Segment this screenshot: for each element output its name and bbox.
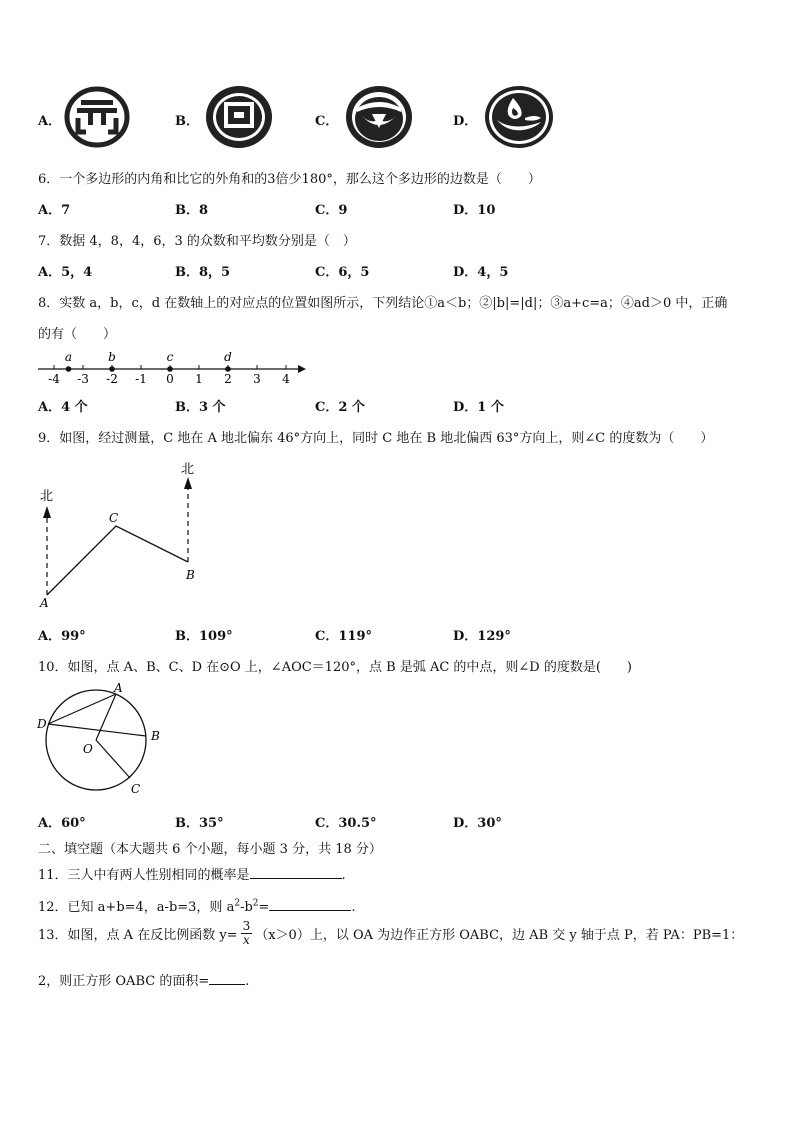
q10-option-d: D．30° xyxy=(453,816,502,831)
q5-option-d-letter: D． xyxy=(453,114,478,129)
q8-number-line xyxy=(36,343,308,385)
q12-end: . xyxy=(351,900,356,915)
q12-text-b: -b xyxy=(240,900,253,915)
q9-option-b: B．109° xyxy=(175,629,233,644)
q8-option-a: A．4 个 xyxy=(38,400,88,415)
north-label-2: 北 xyxy=(181,462,195,477)
radius-oc xyxy=(96,740,130,778)
point-d-label: D xyxy=(37,717,47,731)
chord-da xyxy=(48,694,116,724)
q8-option-d: D．1 个 xyxy=(453,400,504,415)
number-line-arrow-icon xyxy=(298,365,306,373)
point-b-label: B xyxy=(151,729,160,743)
q12-sup-1: 2 xyxy=(234,898,241,909)
q11 xyxy=(38,864,346,883)
q5-option-b-letter: B． xyxy=(175,114,199,129)
q13-line2 xyxy=(38,970,249,989)
q12 xyxy=(38,896,356,915)
q13-fraction xyxy=(241,920,253,947)
point-c-label: C xyxy=(109,511,119,525)
q8-stem-line2: 的有（ ） xyxy=(38,327,117,342)
q12-sup-2: 2 xyxy=(252,898,259,909)
q11-end: . xyxy=(341,868,346,883)
number-line-tick-label: 4 xyxy=(282,372,290,385)
q7-stem: 7．数据 4，8，4，6，3 的众数和平均数分别是（ ） xyxy=(38,234,356,249)
q5-option-a-letter: A． xyxy=(38,114,62,129)
q6-option-c: C．9 xyxy=(315,203,348,218)
q9-figure xyxy=(36,458,216,613)
north-arrow-a-icon xyxy=(43,506,51,518)
number-line-point-a xyxy=(66,366,72,372)
q7-option-a: A．5，4 xyxy=(38,265,93,280)
number-line-point-b xyxy=(109,366,115,372)
number-line-tick-label: 3 xyxy=(253,372,261,385)
q13-frac-num: 3 xyxy=(242,919,251,933)
q9-stem: 9．如图，经过测量，C 地在 A 地北偏东 46°方向上，同时 C 地在 B 地北偏西 63°方向上，则∠C 的度数为（ ） xyxy=(38,431,714,446)
number-line-point-label-c: c xyxy=(166,350,174,364)
number-line-tick-label: -2 xyxy=(106,372,118,385)
q12-text-a: 12．已知 a+b=4，a-b=3，则 a xyxy=(38,900,235,915)
number-line-tick-label: -3 xyxy=(77,372,89,385)
q12-text-c: = xyxy=(258,900,270,915)
q11-answer-blank[interactable] xyxy=(250,866,342,879)
q6-option-a: A．7 xyxy=(38,203,71,218)
q10-stem: 10．如图，点 A、B、C、D 在⊙O 上，∠AOC＝120°，点 B 是弧 AC 的中点，则∠D 的度数是( ) xyxy=(38,660,633,675)
q13-answer-blank[interactable] xyxy=(209,972,245,985)
number-line-point-d xyxy=(225,366,231,372)
q13-text-c: 2，则正方形 OABC 的面积= xyxy=(38,974,210,989)
q5-logo-b xyxy=(204,84,274,150)
north-label-1: 北 xyxy=(40,489,54,504)
point-a-label: A xyxy=(114,681,123,695)
number-line-point-label-d: d xyxy=(224,350,232,364)
number-line-tick-label: 0 xyxy=(166,372,174,385)
number-line-tick-label: -1 xyxy=(135,372,147,385)
q7-option-b: B．8，5 xyxy=(175,265,231,280)
q8-stem-line1: 8．实数 a，b，c，d 在数轴上的对应点的位置如图所示，下列结论①a＜b；②|b|=|d|；③a+c=a；④ad＞0 中，正确 xyxy=(38,296,728,311)
q8-option-b: B．3 个 xyxy=(175,400,226,415)
north-arrow-b-icon xyxy=(184,477,192,489)
q6-option-d: D．10 xyxy=(453,203,496,218)
q6-option-b: B．8 xyxy=(175,203,209,218)
section2-title: 二、填空题（本大题共 6 个小题，每小题 3 分，共 18 分） xyxy=(38,842,382,857)
q10-figure xyxy=(34,680,174,800)
q9-option-c: C．119° xyxy=(315,629,372,644)
q9-option-d: D．129° xyxy=(453,629,511,644)
q12-answer-blank[interactable] xyxy=(269,898,351,911)
q10-option-a: A．60° xyxy=(38,816,86,831)
number-line-point-label-b: b xyxy=(108,350,116,364)
number-line-tick-label: 2 xyxy=(224,372,232,385)
number-line-point-c xyxy=(167,366,173,372)
number-line-tick-label: -4 xyxy=(48,372,60,385)
chord-db xyxy=(48,724,146,736)
q6-stem: 6．一个多边形的内角和比它的外角和的3倍少180°，那么这个多边形的边数是（ ） xyxy=(38,172,541,187)
q13-text-a: 13．如图，点 A 在反比例函数 y= xyxy=(38,928,238,943)
path-acb xyxy=(47,526,188,595)
number-line-tick-label: 1 xyxy=(195,372,203,385)
q11-text: 11．三人中有两人性别相同的概率是 xyxy=(38,868,250,883)
q7-option-d: D．4，5 xyxy=(453,265,509,280)
q5-logo-a xyxy=(64,86,130,148)
q8-option-c: C．2 个 xyxy=(315,400,365,415)
point-o-label: O xyxy=(83,742,93,756)
q7-option-c: C．6，5 xyxy=(315,265,370,280)
q9-option-a: A．99° xyxy=(38,629,86,644)
q10-option-b: B．35° xyxy=(175,816,224,831)
point-c-label: C xyxy=(131,782,141,796)
point-b-label: B xyxy=(186,568,195,582)
q13-line1 xyxy=(38,920,743,947)
q5-logo-d xyxy=(483,84,555,150)
q13-frac-den: x xyxy=(243,933,250,947)
q5-logo-c xyxy=(344,84,414,150)
point-a-label: A xyxy=(40,596,49,610)
q10-option-c: C．30.5° xyxy=(315,816,377,831)
q13-end: . xyxy=(245,974,250,989)
q5-option-c-letter: C． xyxy=(315,114,339,129)
q13-text-b: （x＞0）上，以 OA 为边作正方形 OABC，边 AB 交 y 轴于点 P，若 PA：PB=1： xyxy=(255,928,744,943)
number-line-point-label-a: a xyxy=(64,350,73,364)
